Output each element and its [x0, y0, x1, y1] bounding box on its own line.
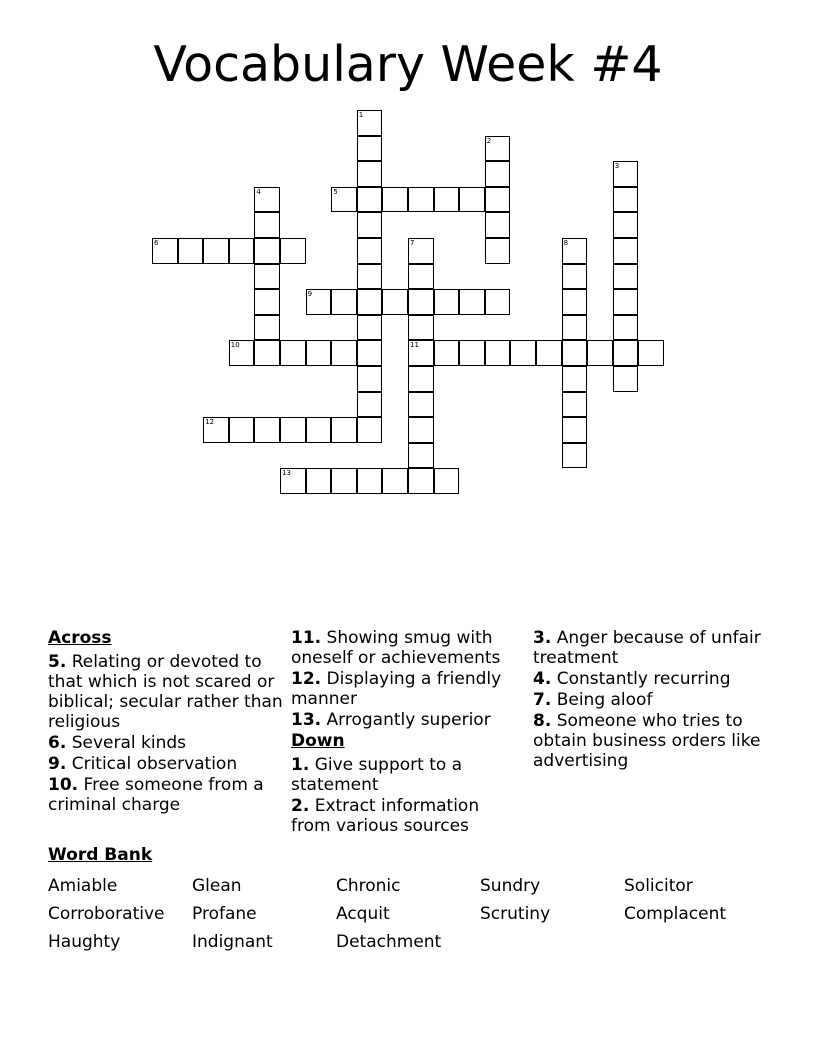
- clue-down-8: 8. Someone who tries to obtain business orders like advertising: [533, 711, 761, 771]
- crossword-cell[interactable]: [331, 289, 357, 315]
- crossword-cell[interactable]: [280, 417, 306, 443]
- crossword-cell[interactable]: [408, 315, 434, 341]
- crossword-cell[interactable]: [357, 136, 383, 162]
- word-bank-word: Corroborative: [48, 904, 165, 924]
- clue-across-13: 13. Arrogantly superior: [291, 710, 491, 730]
- crossword-cell[interactable]: [357, 187, 383, 213]
- cell-number: 2: [486, 136, 492, 145]
- crossword-cell[interactable]: [434, 289, 460, 315]
- crossword-cell[interactable]: [434, 468, 460, 494]
- clue-across-5: 5. Relating or devoted to that which is not scared or biblical; secular rather than religious: [48, 652, 283, 732]
- crossword-cell[interactable]: [562, 264, 588, 290]
- crossword-cell[interactable]: [613, 238, 639, 264]
- crossword-cell[interactable]: [331, 340, 357, 366]
- crossword-cell[interactable]: [357, 417, 383, 443]
- cell-number: 8: [563, 239, 569, 247]
- clue-across-9: 9. Critical observation: [48, 754, 238, 774]
- clue-down-7: 7. Being aloof: [533, 690, 653, 710]
- crossword-cell[interactable]: [357, 366, 383, 392]
- crossword-cell[interactable]: [562, 315, 588, 341]
- crossword-cell[interactable]: [254, 264, 280, 290]
- crossword-cell[interactable]: [613, 289, 639, 315]
- clue-down-1: 1. Give support to a statement: [291, 755, 463, 795]
- crossword-cell[interactable]: [536, 340, 562, 366]
- crossword-cell[interactable]: [485, 340, 511, 366]
- clue-across-6: 6. Several kinds: [48, 733, 186, 753]
- crossword-cell[interactable]: [587, 340, 613, 366]
- cell-number: 4: [256, 187, 261, 196]
- word-bank-word: Glean: [192, 876, 242, 896]
- crossword-cell[interactable]: [562, 392, 588, 418]
- crossword-cell[interactable]: [638, 340, 664, 366]
- clue-across-12: 12. Displaying a friendly manner: [291, 669, 502, 709]
- crossword-cell[interactable]: [306, 340, 332, 366]
- word-bank-word: Detachment: [336, 932, 442, 952]
- crossword-cell[interactable]: [382, 468, 408, 494]
- crossword-cell[interactable]: [408, 468, 434, 494]
- crossword-cell[interactable]: [408, 187, 434, 213]
- crossword-cell[interactable]: [434, 187, 460, 213]
- crossword-cell[interactable]: [357, 392, 383, 418]
- word-bank-word: Scrutiny: [480, 904, 551, 924]
- cell-number: 3: [614, 162, 620, 171]
- word-bank-word: Amiable: [48, 876, 118, 896]
- word-bank-title: Word Bank: [48, 845, 153, 865]
- crossword-cell[interactable]: [357, 212, 383, 238]
- crossword-cell[interactable]: [485, 161, 511, 187]
- crossword-cell[interactable]: [357, 315, 383, 341]
- crossword-cell[interactable]: [510, 340, 536, 366]
- word-bank-word: Solicitor: [624, 876, 693, 896]
- crossword-cell[interactable]: [459, 289, 485, 315]
- clue-down-4: 4. Constantly recurring: [533, 669, 731, 689]
- crossword-cell[interactable]: [229, 417, 255, 443]
- crossword-cell[interactable]: [434, 340, 460, 366]
- crossword-cell[interactable]: [229, 238, 255, 264]
- cell-number: 10: [230, 341, 240, 350]
- crossword-cell[interactable]: [254, 289, 280, 315]
- crossword-cell[interactable]: [613, 264, 639, 290]
- word-bank-word: Sundry: [480, 876, 541, 896]
- cell-number: 13: [282, 469, 291, 478]
- clues-column-2: [291, 628, 515, 837]
- crossword-cell[interactable]: [485, 289, 511, 315]
- word-bank-word: Profane: [192, 904, 257, 924]
- clue-across-10: 10. Free someone from a criminal charge: [48, 775, 264, 815]
- crossword-cell[interactable]: [331, 468, 357, 494]
- cell-number: 1: [358, 111, 364, 119]
- crossword-cell[interactable]: [254, 340, 280, 366]
- crossword-cell[interactable]: [280, 238, 306, 264]
- crossword-cell[interactable]: [562, 443, 588, 469]
- crossword-cell[interactable]: [357, 468, 383, 494]
- down-clues-column-3: [533, 628, 769, 772]
- crossword-cell[interactable]: [459, 340, 485, 366]
- crossword-cell[interactable]: [280, 340, 306, 366]
- crossword-cell[interactable]: [357, 289, 383, 315]
- crossword-cell[interactable]: [562, 417, 588, 443]
- word-bank-word: Acquit: [336, 904, 390, 924]
- crossword-cell[interactable]: [357, 238, 383, 264]
- crossword-cell[interactable]: [459, 187, 485, 213]
- across-clues-column-1: [48, 628, 284, 816]
- across-heading: Across: [48, 628, 112, 648]
- crossword-cell[interactable]: [562, 366, 588, 392]
- crossword-cell[interactable]: [306, 468, 332, 494]
- crossword-cell[interactable]: [613, 212, 639, 238]
- crossword-cell[interactable]: [613, 340, 639, 366]
- word-bank-word: Indignant: [192, 932, 273, 952]
- crossword-cell[interactable]: [613, 315, 639, 341]
- crossword-cell[interactable]: [254, 417, 280, 443]
- clue-down-3: 3. Anger because of unfair treatment: [533, 628, 761, 668]
- cell-number: 7: [410, 239, 415, 247]
- crossword-cell[interactable]: [331, 417, 357, 443]
- crossword-cell[interactable]: [178, 238, 204, 264]
- crossword-cell[interactable]: [485, 238, 511, 264]
- page-title: Vocabulary Week #4: [153, 36, 663, 93]
- crossword-cell[interactable]: [562, 289, 588, 315]
- crossword-cell[interactable]: [306, 417, 332, 443]
- clue-down-2: 2. Extract information from various sources: [291, 796, 480, 836]
- crossword-cell[interactable]: [613, 366, 639, 392]
- crossword-cell[interactable]: [408, 264, 434, 290]
- crossword-cell[interactable]: [254, 238, 280, 264]
- crossword-cell[interactable]: [408, 366, 434, 392]
- cell-number: 5: [333, 187, 338, 196]
- crossword-cell[interactable]: [408, 289, 434, 315]
- crossword-cell[interactable]: [357, 161, 383, 187]
- crossword-cell[interactable]: [408, 392, 434, 418]
- cell-number: 11: [410, 341, 419, 350]
- crossword-cell[interactable]: [485, 212, 511, 238]
- cell-number: 12: [205, 418, 215, 427]
- crossword-cell[interactable]: [382, 289, 408, 315]
- crossword-cell[interactable]: [562, 340, 588, 366]
- crossword-cell[interactable]: [357, 340, 383, 366]
- cell-number: 6: [154, 239, 159, 247]
- down-heading: Down: [291, 731, 345, 751]
- crossword-cell[interactable]: [613, 187, 639, 213]
- crossword-cell[interactable]: [408, 417, 434, 443]
- crossword-cell[interactable]: [203, 238, 229, 264]
- cell-number: 9: [307, 290, 313, 299]
- crossword-cell[interactable]: [382, 187, 408, 213]
- clue-across-11: 11. Showing smug with oneself or achievements: [291, 628, 501, 668]
- crossword-cell[interactable]: [357, 264, 383, 290]
- word-bank-word: Chronic: [336, 876, 401, 896]
- crossword-cell[interactable]: [254, 212, 280, 238]
- crossword-cell[interactable]: [408, 443, 434, 469]
- word-bank-word: Complacent: [624, 904, 727, 924]
- word-bank-word: Haughty: [48, 932, 121, 952]
- crossword-cell[interactable]: [485, 187, 511, 213]
- crossword-cell[interactable]: [254, 315, 280, 341]
